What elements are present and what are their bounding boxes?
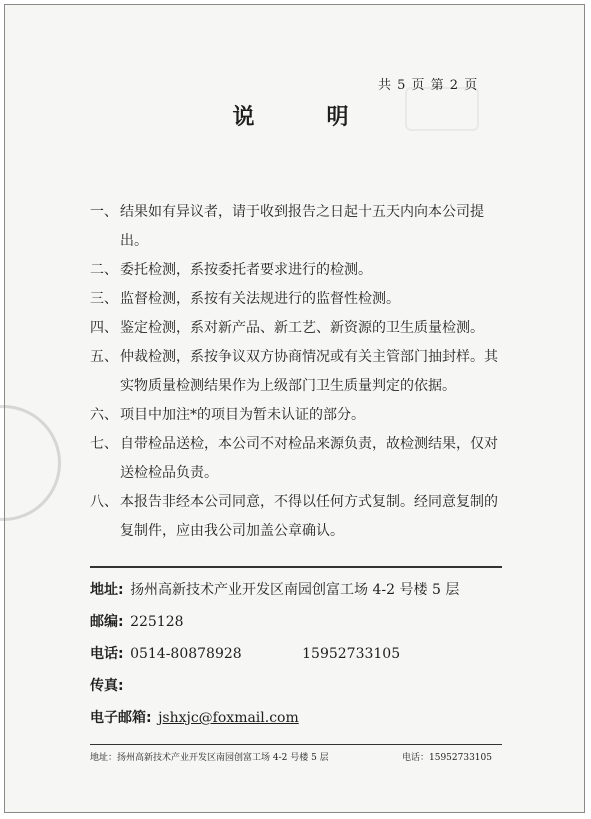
contact-divider <box>90 566 502 568</box>
email-row <box>90 702 510 734</box>
item-text: 本报告非经本公司同意，不得以任何方式复制。经同意复制的复制件，应由我公司加盖公章确认。 <box>120 494 498 539</box>
seal-stamp <box>0 405 61 521</box>
email-link[interactable]: jshxjc@foxmail.com <box>158 710 299 726</box>
list-item <box>90 256 510 285</box>
item-number: 三、 <box>90 291 118 307</box>
address-label: 地址: <box>90 582 124 598</box>
mobile-value: 15952733105 <box>302 646 401 662</box>
phone-row <box>90 638 510 670</box>
list-item <box>90 285 510 314</box>
item-number: 六、 <box>90 407 118 423</box>
phone-value: 0514-80878928 <box>130 646 242 662</box>
list-item <box>90 314 510 343</box>
footer-phone: 电话：15952733105 <box>402 753 492 763</box>
email-label: 电子邮箱: <box>90 710 152 726</box>
item-text: 自带检品送检，本公司不对检品来源负责，故检测结果，仅对送检检品负责。 <box>120 436 498 481</box>
item-text: 仲裁检测，系按争议双方协商情况或有关主管部门抽封样。其实物质量检测结果作为上级部门卫生质量判定的依据。 <box>120 349 498 394</box>
item-text: 结果如有异议者，请于收到报告之日起十五天内向本公司提出。 <box>120 204 484 249</box>
footer-address: 地址：扬州高新技术产业开发区南园创富工场 4-2 号楼 5 层 <box>90 753 329 763</box>
item-text: 项目中加注*的项目为暂未认证的部分。 <box>120 407 365 423</box>
notes-list <box>90 198 510 546</box>
fax-label: 传真: <box>90 678 124 694</box>
item-text: 委托检测，系按委托者要求进行的检测。 <box>120 262 372 278</box>
list-item <box>90 488 510 546</box>
page-title: 说明 <box>232 104 421 130</box>
item-number: 五、 <box>90 349 118 365</box>
item-number: 四、 <box>90 320 118 336</box>
list-item <box>90 343 510 401</box>
fax-row <box>90 670 510 702</box>
item-number: 一、 <box>90 204 118 220</box>
item-text: 监督检测，系按有关法规进行的监督性检测。 <box>120 291 400 307</box>
contact-block <box>90 574 510 734</box>
postcode-row <box>90 606 510 638</box>
page-count: 共 5 页 第 2 页 <box>378 78 479 93</box>
postcode-value: 225128 <box>130 614 184 630</box>
address-value: 扬州高新技术产业开发区南园创富工场 4-2 号楼 5 层 <box>130 582 460 598</box>
postcode-label: 邮编: <box>90 614 124 630</box>
footer-divider <box>90 744 502 745</box>
item-number: 二、 <box>90 262 118 278</box>
footer <box>90 750 502 763</box>
list-item <box>90 430 510 488</box>
item-text: 鉴定检测，系对新产品、新工艺、新资源的卫生质量检测。 <box>120 320 484 336</box>
phone-label: 电话: <box>90 646 124 662</box>
address-row <box>90 574 510 606</box>
item-number: 七、 <box>90 436 118 452</box>
list-item <box>90 198 510 256</box>
item-number: 八、 <box>90 494 118 510</box>
list-item <box>90 401 510 430</box>
